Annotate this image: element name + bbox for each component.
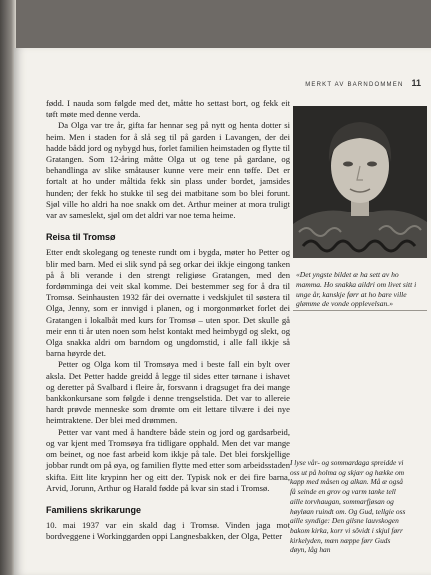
portrait-photo: [293, 106, 427, 258]
caption-divider: [293, 310, 427, 311]
paragraph: Da Olga var tre år, gifta far hennar seg på nytt og henta dotter si heim. Men i staden for å slå seg til på garden i Lavangen, der dei hadde bådd jord og nybygd hus, forlet familien heimstaden og flytte til Gratangen. Som 12-åring måtte Olga ut og tene på gardane, og behandlinga av slike småtauser kunne vere meir enn tøffe. Det er fortalt at ho under måltida fekk sin plass under bordet, jamsides hunden; der fekk ho stukke til seg dei matbitane som bo blei forunt. Sjøl ville ho aldri ha noe snakk om det. Arthur meiner at mora truligt var av sameslekt, sjøl om det aldri var noe tema heime.: [46, 120, 290, 221]
paragraph: Petter og Olga kom til Tromsøya med i beste fall ein bylt over aksla. Det Petter hadde greidd å legge til sides etter tørnane i ishavet og deretter på Svalbard i fleire år, forsvann i dragsuget fra dei mange bankkonkursane som følgde i denne trengselstida. Det var to allereie hardt prøvde menneske som drømte om eit lettare tilvære i dei nye heimtraktene. Der blei med drømmen.: [46, 359, 290, 426]
paragraph: Petter var vant med å handtere både stein og jord og gardsarbeid, og var kjent med Tromsøya fra tidligare opphald. Men det var mange om beinet, og noe fast arbeid kom ikkje på tale. Det blei forskjellige jobbar rundt om på øya, og familien flytte med etter som arbeidsstaden skifta. Eitt lite krypinn her og eitt der. Typisk nok er dei fire barna, Arvid, Jorunn, Arthur og Harald fødde på kvar sin stad i Tromsø.: [46, 426, 290, 493]
paragraph: Etter endt skolegang og teneste rundt om i bygda, møter ho Petter og blir med barn. Med ei slik synd på seg orkar dei ikkje eingong tanken på å bli verande i den strengt religiøse Gratangen, med den fordømminga dei veit skal komme. Dei bestemmer seg for å dra til Tromsø. Seinhausten 1932 får dei overnatte i vedskjulet til søstera til Olga, Jenny, som er innvigd i planen, og i morgonmørket forlet dei Gratangen i lokalbåt med kurs for Tromsø – uten spor. Det skulle gå meir enn ti år uten noen som helst kontakt med heimbygd og slekt, og Olga snakka aldri om barndom og ungdomstid, i alle fall ikkje så barna høyrde det.: [46, 247, 290, 359]
running-title: MERKT AV BARNDOMMEN: [305, 82, 404, 88]
paragraph: fødd. I nauda som følgde med det, måtte ho settast bort, og fekk eit tøft møte med denne verda.: [46, 98, 290, 120]
book-page: [14, 48, 431, 575]
sidebar-quote: I lyse vår- og sommardaga spreidde vi oss ut på holma og skjær og hække om kapp med måsen og alkan. Må æ også få seinde en grov og varm tanke tell aille torvhaugan, sommarfjøsan og høyløan ruindt om. Og Gud, tellgie oss aille syndige: Den gilsne lauvskogen bakom kirka, korr vi sõvidt i skjul førr kirkelyden, mæn næppe førr Guds døyn, låg han: [290, 458, 406, 555]
running-header: [305, 78, 421, 88]
main-text-column: [46, 98, 290, 543]
section-heading: Reisa til Tromsø: [46, 232, 116, 243]
paragraph: 10. mai 1937 var ein skald dag i Tromsø. Vinden jaga mot bordveggene i Workinggarden oppi Langnesbakken, der Olga, Petter: [46, 520, 290, 542]
page-number: 11: [411, 78, 421, 88]
photo-caption: «Det yngste bildet æ ha sett av ho mamma. Ho snakka aildri om livet sitt i unge år, kanskje førr at ho bare ville glømme de vonde opplevelsan.»: [296, 270, 417, 309]
section-heading: Familiens skrikarunge: [46, 504, 142, 515]
